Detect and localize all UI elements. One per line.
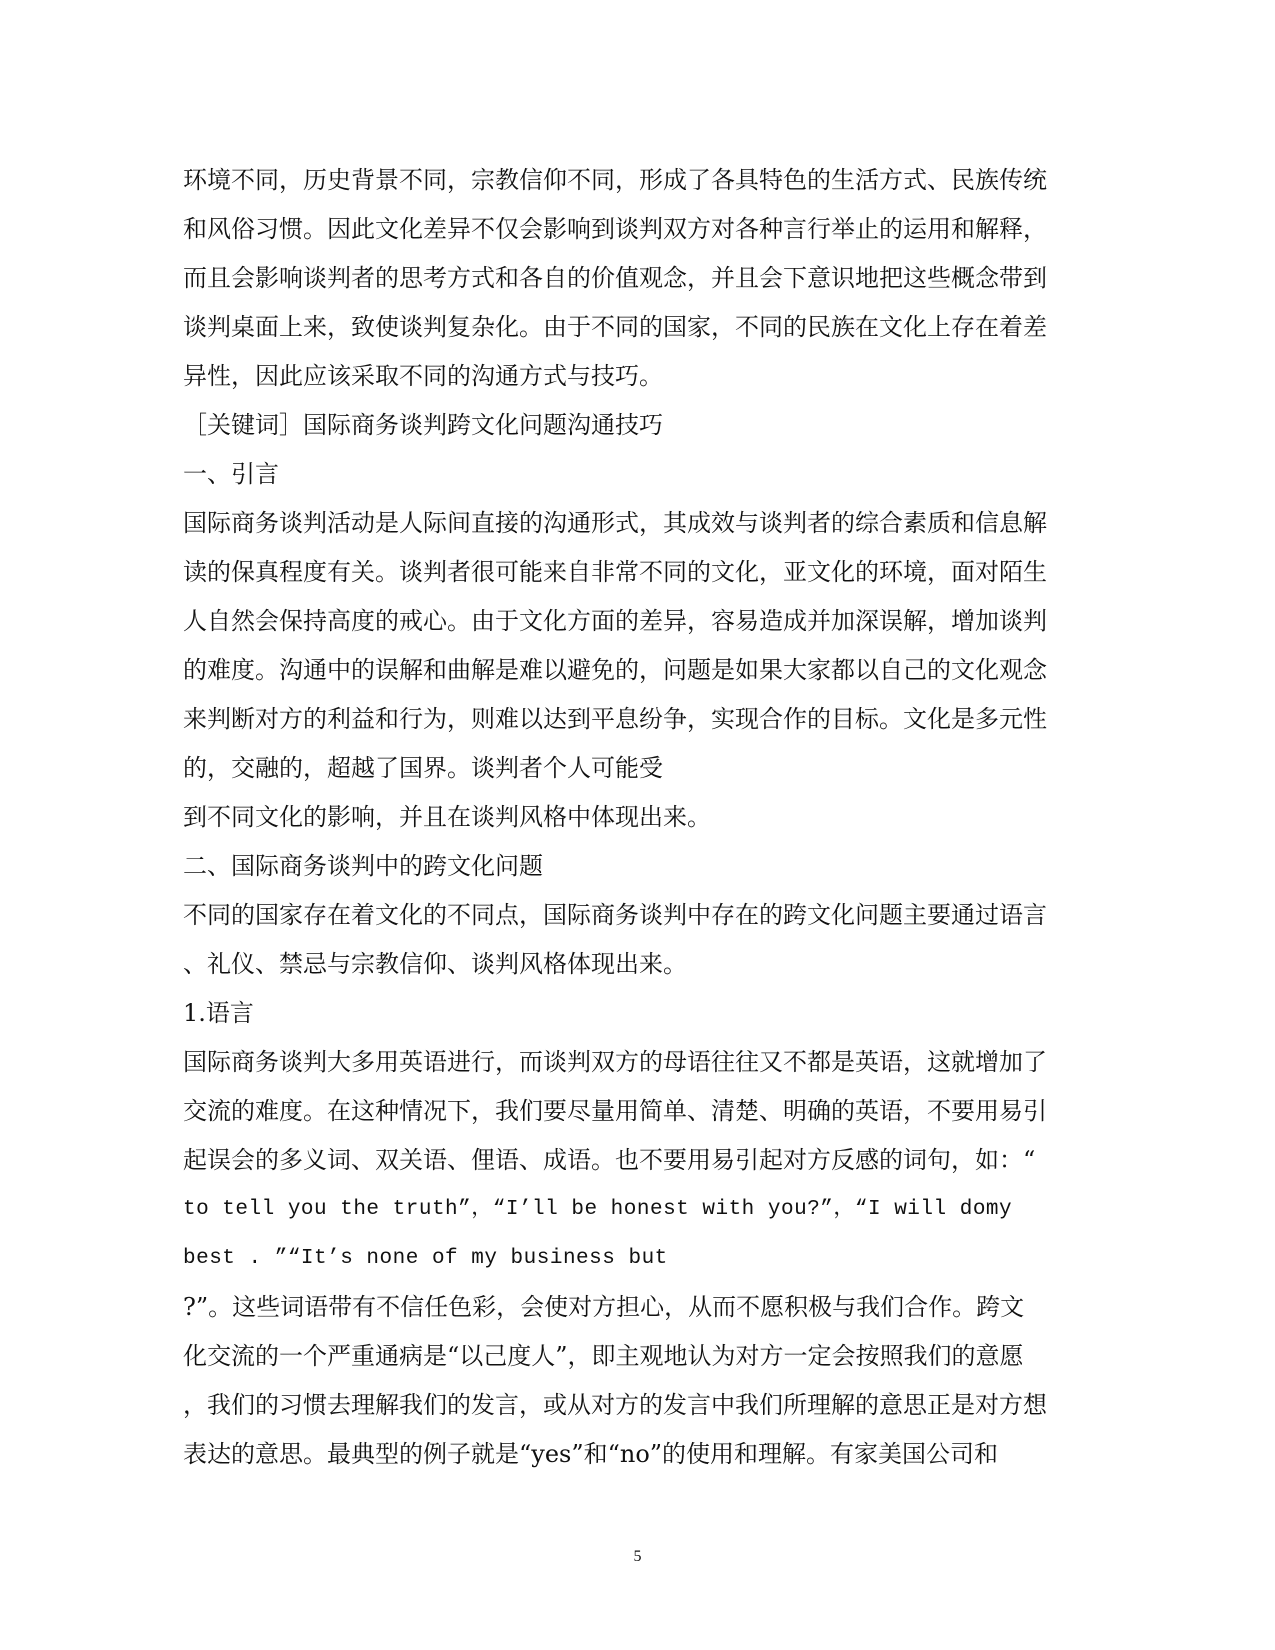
text-line-english: to tell you the truth”，“I’ll be honest with you?”，“I will domy <box>183 1198 1013 1221</box>
text-line: 不同的国家存在着文化的不同点，国际商务谈判中存在的跨文化问题主要通过语言 <box>183 901 1047 929</box>
text-line: 谈判桌面上来，致使谈判复杂化。由于不同的国家，不同的民族在文化上存在着差 <box>183 313 1047 341</box>
text-line: 、礼仪、禁忌与宗教信仰、谈判风格体现出来。 <box>183 950 687 978</box>
subsection-heading-language: 1.语言 <box>183 999 254 1027</box>
text-line: 表达的意思。最典型的例子就是“yes”和“no”的使用和理解。有家美国公司和 <box>183 1440 999 1468</box>
text-line: 环境不同，历史背景不同，宗教信仰不同，形成了各具特色的生活方式、民族传统 <box>183 166 1047 194</box>
text-line: 异性，因此应该采取不同的沟通方式与技巧。 <box>183 362 663 390</box>
text-line: 的难度。沟通中的误解和曲解是难以避免的，问题是如果大家都以自己的文化观念 <box>183 656 1047 684</box>
text-line-english: best . ”“It’s none of my business but <box>183 1247 668 1270</box>
keywords-line: ［关键词］国际商务谈判跨文化问题沟通技巧 <box>183 411 663 439</box>
text-line: 到不同文化的影响，并且在谈判风格中体现出来。 <box>183 803 711 831</box>
text-line: 而且会影响谈判者的思考方式和各自的价值观念，并且会下意识地把这些概念带到 <box>183 264 1047 292</box>
text-line: 国际商务谈判活动是人际间直接的沟通形式，其成效与谈判者的综合素质和信息解 <box>183 509 1047 537</box>
text-line: ?”。这些词语带有不信任色彩，会使对方担心，从而不愿积极与我们合作。跨文 <box>183 1293 1025 1321</box>
section-heading-introduction: 一、引言 <box>183 460 279 488</box>
text-line: 人自然会保持高度的戒心。由于文化方面的差异，容易造成并加深误解，增加谈判 <box>183 607 1047 635</box>
text-line: ，我们的习惯去理解我们的发言，或从对方的发言中我们所理解的意思正是对方想 <box>183 1391 1047 1419</box>
page-number: 5 <box>633 1548 642 1565</box>
text-line: 的，交融的，超越了国界。谈判者个人可能受 <box>183 754 663 782</box>
text-line: 起误会的多义词、双关语、俚语、成语。也不要用易引起对方反感的词句，如：“ <box>183 1146 1036 1174</box>
text-line: 化交流的一个严重通病是“以己度人”，即主观地认为对方一定会按照我们的意愿 <box>183 1342 1024 1370</box>
text-line: 国际商务谈判大多用英语进行，而谈判双方的母语往往又不都是英语，这就增加了 <box>183 1048 1047 1076</box>
text-line: 交流的难度。在这种情况下，我们要尽量用简单、清楚、明确的英语，不要用易引 <box>183 1097 1047 1125</box>
text-line: 和风俗习惯。因此文化差异不仅会影响到谈判双方对各种言行举止的运用和解释， <box>183 215 1047 243</box>
section-heading-cross-cultural-issues: 二、国际商务谈判中的跨文化问题 <box>183 852 543 880</box>
body-text <box>183 156 1087 1479</box>
text-line: 读的保真程度有关。谈判者很可能来自非常不同的文化，亚文化的环境，面对陌生 <box>183 558 1047 586</box>
text-line: 来判断对方的利益和行为，则难以达到平息纷争，实现合作的目标。文化是多元性 <box>183 705 1047 733</box>
